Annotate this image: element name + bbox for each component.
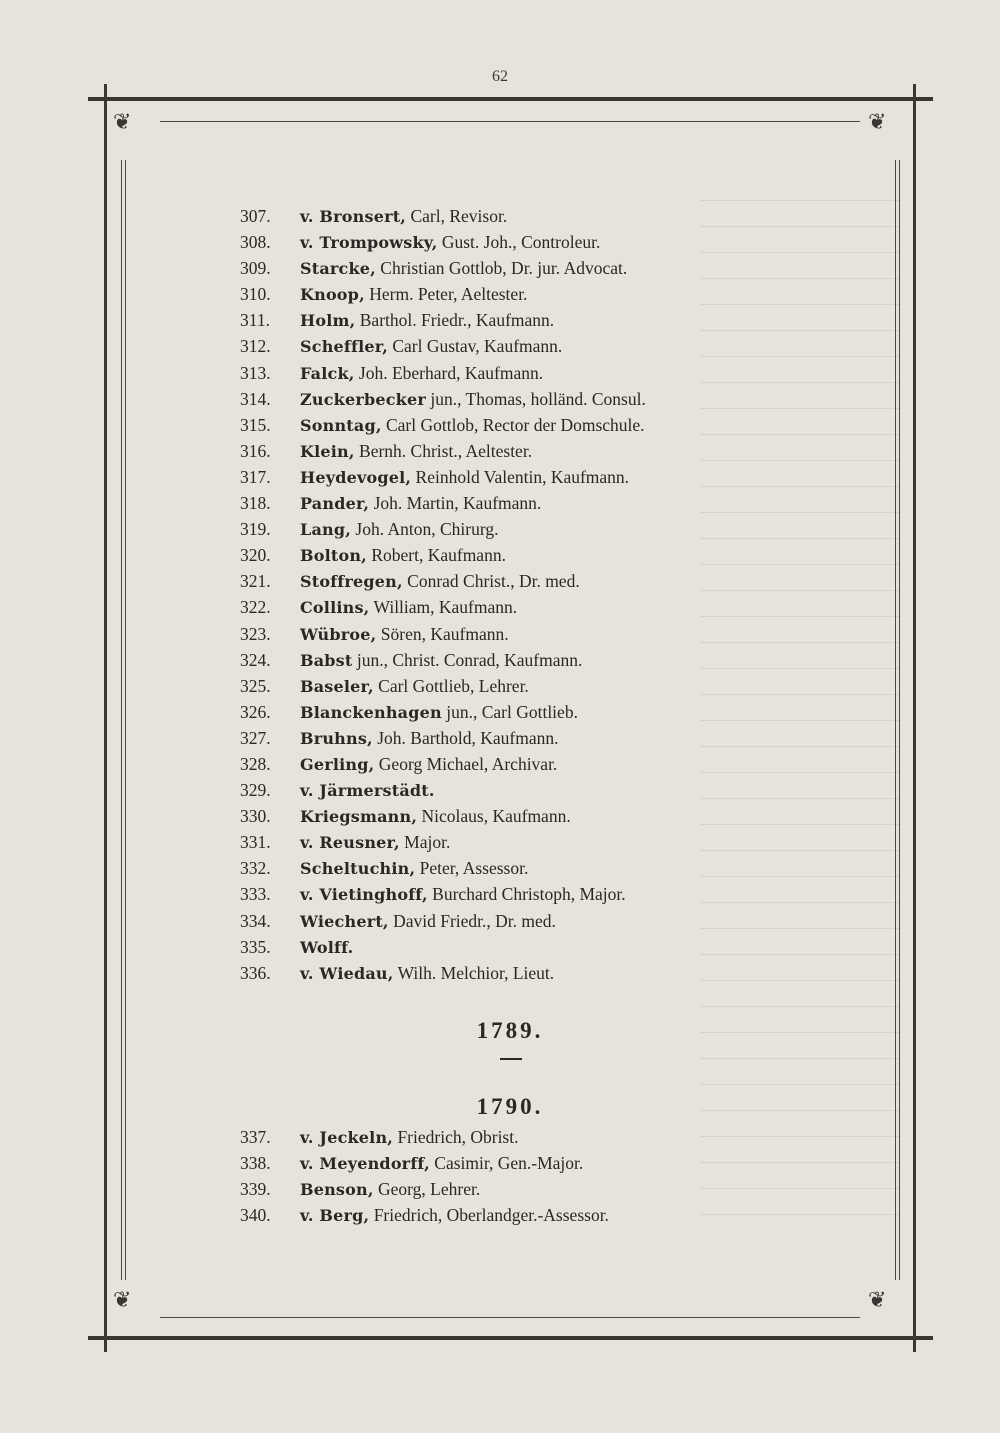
entry-details: Carl Gottlob, Rector der Domschule. — [381, 414, 645, 435]
frame-bottom-rule — [88, 1336, 933, 1340]
entry-number: 338. — [240, 1153, 271, 1174]
entry-name: Starcke, — [300, 259, 376, 279]
entry-details: Gust. Joh., Controleur. — [437, 232, 601, 253]
list-item — [240, 333, 820, 359]
frame-top-rule — [88, 97, 933, 101]
entry-number: 311. — [240, 310, 270, 331]
list-item — [240, 255, 820, 281]
entry-name: Lang, — [300, 520, 352, 540]
entry-details: Carl, Revisor. — [406, 206, 508, 226]
year-heading-1790: 1790. — [476, 1094, 544, 1119]
entry-name: Holm, — [300, 311, 356, 331]
inner-left-rule — [121, 160, 122, 1280]
entry-details: Nicolaus, Kaufmann. — [417, 806, 571, 827]
entry-details: jun., Carl Gottlieb. — [441, 701, 578, 722]
inner-right-rule-2 — [895, 160, 896, 1280]
entry-number: 339. — [240, 1179, 271, 1200]
entry-name: v. Trompowsky, — [300, 233, 438, 253]
entry-name: v. Wiedau, — [300, 963, 394, 983]
list-item — [240, 594, 820, 620]
entry-name: v. Reusner, — [300, 833, 400, 853]
entry-details: Reinhold Valentin, Kaufmann. — [411, 466, 630, 487]
list-item — [240, 1124, 820, 1150]
entry-name: Baseler, — [300, 676, 374, 696]
list-item — [240, 307, 820, 333]
list-item — [240, 908, 820, 934]
entry-name: v. Berg, — [300, 1206, 370, 1226]
entry-details: William, Kaufmann. — [369, 597, 518, 618]
entry-details: Joh. Barthold, Kaufmann. — [372, 727, 559, 748]
entry-name: v. Bronsert, — [300, 207, 407, 226]
corner-ornament-icon: ❦ — [868, 1288, 887, 1313]
entry-number: 326. — [240, 701, 271, 722]
entry-number: 333. — [240, 884, 271, 905]
entry-details: jun., Christ. Conrad, Kaufmann. — [352, 649, 583, 670]
entry-number: 314. — [240, 388, 271, 409]
list-item — [240, 725, 820, 751]
entry-name: Bruhns, — [300, 728, 373, 748]
entry-name: v. Järmerstädt. — [300, 781, 435, 801]
list-item — [240, 386, 820, 412]
list-item — [240, 960, 820, 986]
list-item — [240, 1202, 820, 1228]
entry-details: Joh. Anton, Chirurg. — [351, 519, 499, 540]
entry-name: Wiechert, — [300, 911, 389, 931]
year-separator-dash — [500, 1058, 522, 1060]
entry-name: Babst — [300, 650, 353, 670]
list-item — [240, 360, 820, 386]
entry-number: 307. — [240, 206, 271, 226]
entry-details: Sören, Kaufmann. — [376, 623, 509, 644]
list-item — [240, 829, 820, 855]
entry-number: 312. — [240, 336, 271, 357]
entry-number: 334. — [240, 910, 271, 931]
list-item — [240, 751, 820, 777]
entry-name: Wolff. — [300, 937, 354, 957]
entry-details: Bernh. Christ., Aeltester. — [354, 440, 533, 461]
entry-details: Carl Gustav, Kaufmann. — [387, 336, 563, 357]
list-item — [240, 229, 820, 255]
entry-name: Bolton, — [300, 546, 367, 566]
list-item — [240, 699, 820, 725]
inner-right-rule — [899, 160, 900, 1280]
entry-number: 318. — [240, 493, 271, 514]
list-item — [240, 673, 820, 699]
entry-name: Heydevogel, — [300, 467, 412, 487]
list-item — [240, 516, 820, 542]
member-list-1790 — [240, 1124, 820, 1228]
corner-ornament-icon: ❦ — [113, 1288, 132, 1313]
entry-number: 324. — [240, 649, 271, 670]
list-item — [240, 934, 820, 960]
entry-number: 323. — [240, 623, 271, 644]
entry-number: 310. — [240, 284, 271, 305]
entry-name: Kriegsmann, — [300, 807, 418, 827]
entry-details: Major. — [399, 832, 451, 853]
entry-details: Joh. Martin, Kaufmann. — [369, 493, 542, 514]
entry-number: 328. — [240, 753, 271, 774]
page-number: 62 — [492, 68, 508, 85]
entry-name: Stoffregen, — [300, 572, 403, 592]
entry-details: Georg Michael, Archivar. — [374, 753, 558, 774]
entry-details: Wilh. Melchior, Lieut. — [393, 962, 555, 983]
list-item — [240, 542, 820, 568]
entry-name: Falck, — [300, 363, 355, 383]
member-list-1789 — [240, 203, 820, 986]
list-item — [240, 568, 820, 594]
entry-number: 332. — [240, 858, 271, 879]
entry-number: 330. — [240, 806, 271, 827]
inner-top-rule — [160, 121, 860, 122]
entry-name: Pander, — [300, 494, 370, 514]
corner-ornament-icon: ❦ — [113, 110, 132, 135]
entry-number: 316. — [240, 440, 271, 461]
entry-name: Benson, — [300, 1180, 374, 1200]
entry-name: v. Meyendorff, — [300, 1154, 430, 1174]
entry-number: 325. — [240, 675, 271, 696]
entry-details: Peter, Assessor. — [415, 858, 529, 879]
entry-number: 309. — [240, 258, 271, 279]
list-item — [240, 412, 820, 438]
list-item — [240, 777, 820, 803]
entry-number: 315. — [240, 414, 271, 435]
entry-number: 340. — [240, 1205, 271, 1226]
entry-name: Klein, — [300, 441, 355, 461]
entry-details: Carl Gottlieb, Lehrer. — [373, 675, 529, 696]
year-heading-1789: 1789. — [476, 1018, 544, 1043]
frame-left-rule — [104, 84, 107, 1352]
list-item — [240, 1176, 820, 1202]
list-item — [240, 203, 820, 229]
entry-number: 319. — [240, 519, 271, 540]
inner-bottom-rule — [160, 1317, 860, 1318]
list-item — [240, 464, 820, 490]
entry-number: 320. — [240, 545, 271, 566]
list-item — [240, 803, 820, 829]
list-item — [240, 855, 820, 881]
entry-number: 327. — [240, 727, 271, 748]
entry-details: Georg, Lehrer. — [373, 1179, 481, 1200]
entry-name: Sonntag, — [300, 415, 382, 435]
entry-details: Barthol. Friedr., Kaufmann. — [355, 310, 555, 331]
entry-details: Joh. Eberhard, Kaufmann. — [354, 362, 544, 383]
list-item — [240, 647, 820, 673]
entry-details: jun., Thomas, holländ. Consul. — [425, 388, 646, 409]
entry-details: Christian Gottlob, Dr. jur. Advocat. — [375, 258, 628, 279]
list-item — [240, 1150, 820, 1176]
entry-details: David Friedr., Dr. med. — [388, 910, 556, 931]
entry-number: 336. — [240, 962, 271, 983]
list-item — [240, 881, 820, 907]
entry-number: 329. — [240, 780, 271, 801]
entry-number: 337. — [240, 1127, 271, 1147]
entry-number: 335. — [240, 936, 271, 957]
entry-details: Casimir, Gen.-Major. — [429, 1153, 584, 1174]
entry-name: Scheltuchin, — [300, 859, 416, 879]
entry-name: Knoop, — [300, 285, 365, 305]
entry-number: 308. — [240, 232, 271, 253]
entry-number: 322. — [240, 597, 271, 618]
entry-name: Zuckerbecker — [300, 389, 426, 409]
entry-details: Herm. Peter, Aeltester. — [364, 284, 528, 305]
entry-details: Conrad Christ., Dr. med. — [402, 571, 580, 592]
frame-right-rule — [913, 84, 916, 1352]
list-item — [240, 490, 820, 516]
entry-name: v. Jeckeln, — [300, 1128, 394, 1147]
entry-name: v. Vietinghoff, — [300, 885, 428, 905]
list-item — [240, 621, 820, 647]
entry-number: 317. — [240, 466, 271, 487]
entry-number: 331. — [240, 832, 271, 853]
entry-details: Friedrich, Obrist. — [393, 1127, 519, 1147]
entry-number: 321. — [240, 571, 271, 592]
entry-name: Wübroe, — [300, 624, 377, 644]
entry-name: Scheffler, — [300, 337, 388, 357]
entry-name: Collins, — [300, 598, 370, 618]
inner-left-rule-2 — [125, 160, 126, 1280]
entry-name: Gerling, — [300, 754, 375, 774]
entry-details: Friedrich, Oberlandger.-Assessor. — [369, 1205, 609, 1226]
entry-details: Burchard Christoph, Major. — [427, 884, 626, 905]
entry-number: 313. — [240, 362, 271, 383]
list-item — [240, 438, 820, 464]
entry-name: Blanckenhagen — [300, 702, 442, 722]
corner-ornament-icon: ❦ — [868, 110, 887, 135]
list-item — [240, 281, 820, 307]
entry-details: Robert, Kaufmann. — [366, 545, 506, 566]
